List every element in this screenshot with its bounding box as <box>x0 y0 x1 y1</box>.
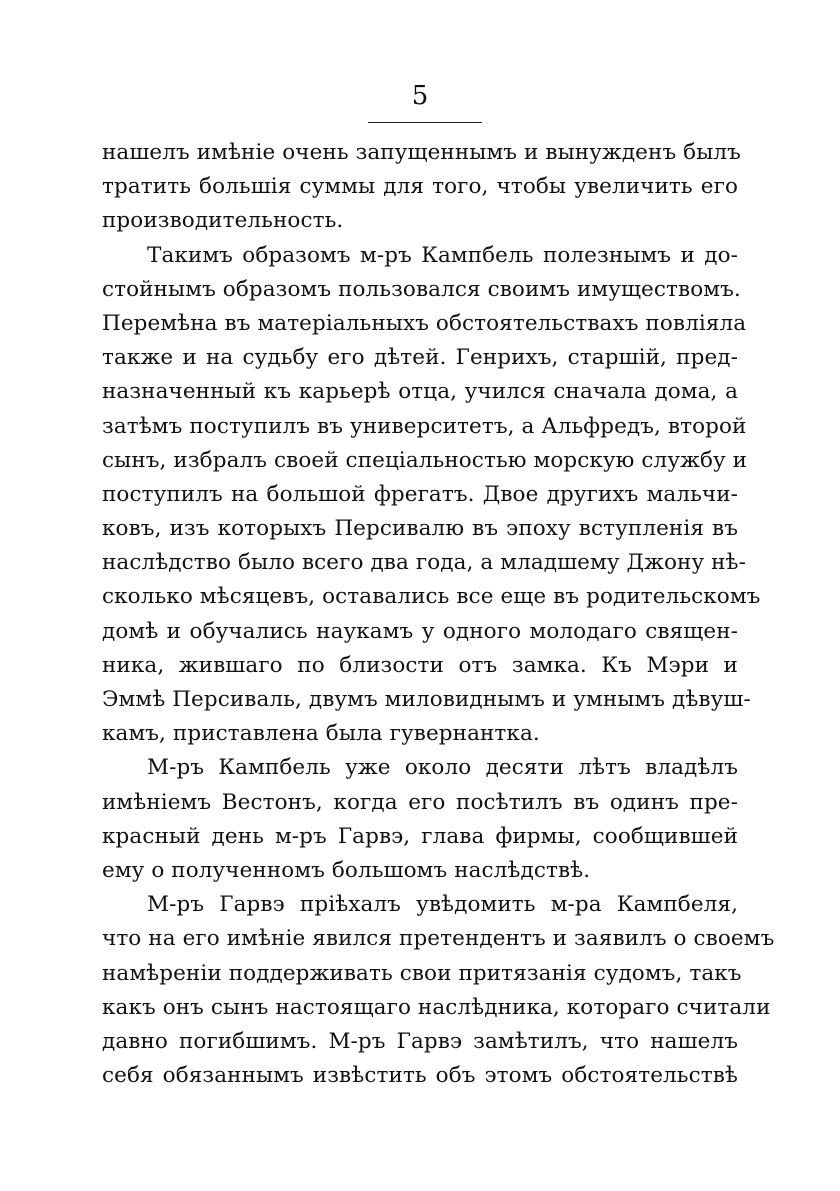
text-line: Такимъ образомъ м-ръ Кампбель полезнымъ и до- <box>147 242 738 268</box>
text-line: М-ръ Гарвэ пріѣхалъ увѣдомить м-ра Кампбеля, <box>147 892 738 918</box>
text-line: имѣніемъ Вестонъ, когда его посѣтилъ въ одинъ пре- <box>102 789 738 815</box>
text-line: наслѣдство было всего два года, а младшему Джону нѣ- <box>102 550 746 576</box>
text-line: что на его имѣніе явился претендентъ и заявилъ о своемъ <box>102 926 775 952</box>
text-line: производительность. <box>102 208 344 234</box>
text-line: камъ, приставлена была гувернантка. <box>102 721 540 747</box>
text-line: нашелъ имѣніе очень запущеннымъ и вынужденъ былъ <box>102 140 741 165</box>
text-line: Перемѣна въ матеріальныхъ обстоятельствахъ повліяла <box>102 310 747 336</box>
text-line: тратить большія суммы для того, чтобы увеличить его <box>102 174 738 200</box>
text-line: домѣ и обучались наукамъ у одного молодаго священ- <box>102 618 738 644</box>
text-line: намѣреніи поддерживать свои притязанія судомъ, такъ <box>102 960 742 986</box>
text-line: затѣмъ поступилъ въ университетъ, а Альфредъ, второй <box>102 413 747 439</box>
page-number: 5 <box>411 81 429 111</box>
text-line: давно погибшимъ. М-ръ Гарвэ замѣтилъ, что нашелъ <box>102 1028 738 1054</box>
text-line: красный день м-ръ Гарвэ, глава фирмы, сообщившей <box>102 823 738 849</box>
text-line: Эммѣ Персиваль, двумъ миловиднымъ и умнымъ дѣвуш- <box>102 687 751 712</box>
text-line: М-ръ Кампбель уже около десяти лѣтъ владѣлъ <box>147 755 738 781</box>
text-line: ника, жившаго по близости отъ замка. Къ Мэри и <box>102 652 738 678</box>
text-line: сынъ, избралъ своей спеціальностью морскую службу и <box>102 447 748 473</box>
text-line: ковъ, изъ которыхъ Персивалю въ эпоху вступленія въ <box>102 516 738 542</box>
text-line: ему о полученномъ большомъ наслѣдствѣ. <box>102 857 591 883</box>
text-line: себя обязаннымъ извѣстить объ этомъ обстоятельствѣ <box>102 1063 738 1089</box>
text-line: сколько мѣсяцевъ, оставались все еще въ родительскомъ <box>102 584 761 610</box>
text-line: стойнымъ образомъ пользовался своимъ имуществомъ. <box>102 276 741 302</box>
body-text <box>102 136 775 1093</box>
text-line: какъ онъ сынъ настоящаго наслѣдника, котораго считали <box>102 994 771 1020</box>
text-line: поступилъ на большой фрегатъ. Двое другихъ мальчи- <box>102 481 738 507</box>
header-rule <box>368 122 482 123</box>
text-line: также и на судьбу его дѣтей. Генрихъ, старшій, пред- <box>102 345 738 371</box>
text-line: назначенный къ карьерѣ отца, учился сначала дома, а <box>102 379 738 405</box>
